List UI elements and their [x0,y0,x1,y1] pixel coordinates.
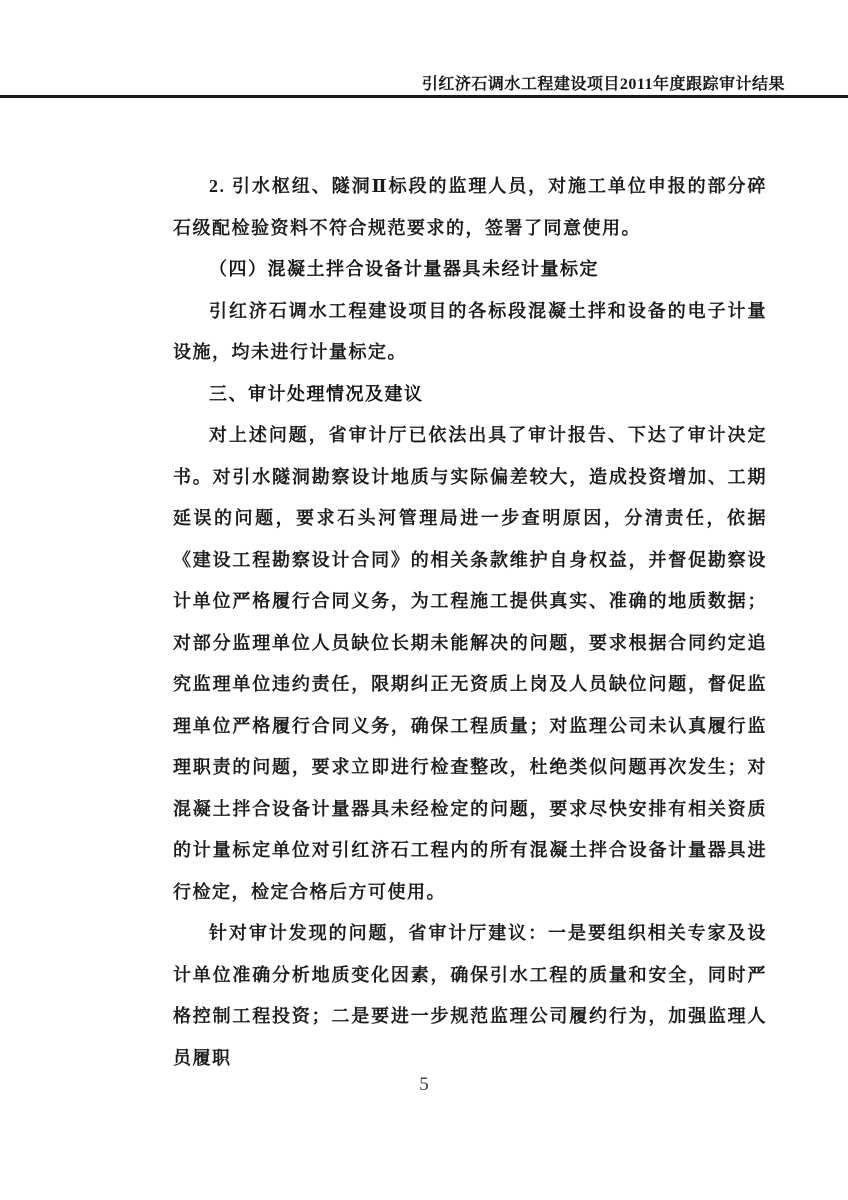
document-body [173,166,767,1079]
section-heading: （四）混凝土拌合设备计量器具未经计量标定 [209,259,599,279]
body-paragraph: 2. 引水枢纽、隧洞Ⅱ标段的监理人员，对施工单位申报的部分碎石级配检验资料不符合规范要求的，签署了同意使用。 [173,176,767,238]
body-paragraph: 对上述问题，省审计厅已依法出具了审计报告、下达了审计决定书。对引水隧洞勘察设计地质与实际偏差较大，造成投资增加、工期延误的问题，要求石头河管理局进一步查明原因，分清责任，依据《建设工程勘察设计合同》的相关条款维护自身权益，并督促勘察设计单位严格履行合同义务，为工程施工提供真实、准确的地质数据；对部分监理单位人员缺位长期未能解决的问题，要求根据合同约定追究监理单位违约责任，限期纠正无资质上岗及人员缺位问题，督促监理单位严格履行合同义务，确保工程质量；对监理公司未认真履行监理职责的问题，要求立即进行检查整改，杜绝类似问题再次发生；对混凝土拌合设备计量器具未经检定的问题，要求尽快安排有相关资质的计量标定单位对引红济石工程内的所有混凝土拌合设备计量器具进行检定，检定合格后方可使用。 [173,425,767,902]
section-heading: 三、审计处理情况及建议 [209,383,424,404]
running-header-rule [0,95,848,98]
body-paragraph: 针对审计发现的问题，省审计厅建议：一是要组织相关专家及设计单位准确分析地质变化因素，确保引水工程的质量和安全，同时严格控制工程投资；二是要进一步规范监理公司履约行为，加强监理人员履职 [173,923,767,1068]
body-paragraph: 引红济石调水工程建设项目的各标段混凝土拌和设备的电子计量设施，均未进行计量标定。 [173,300,767,362]
running-header-title: 引红济石调水工程建设项目2011年度跟踪审计结果 [421,76,785,93]
page-number: 5 [419,1074,429,1095]
